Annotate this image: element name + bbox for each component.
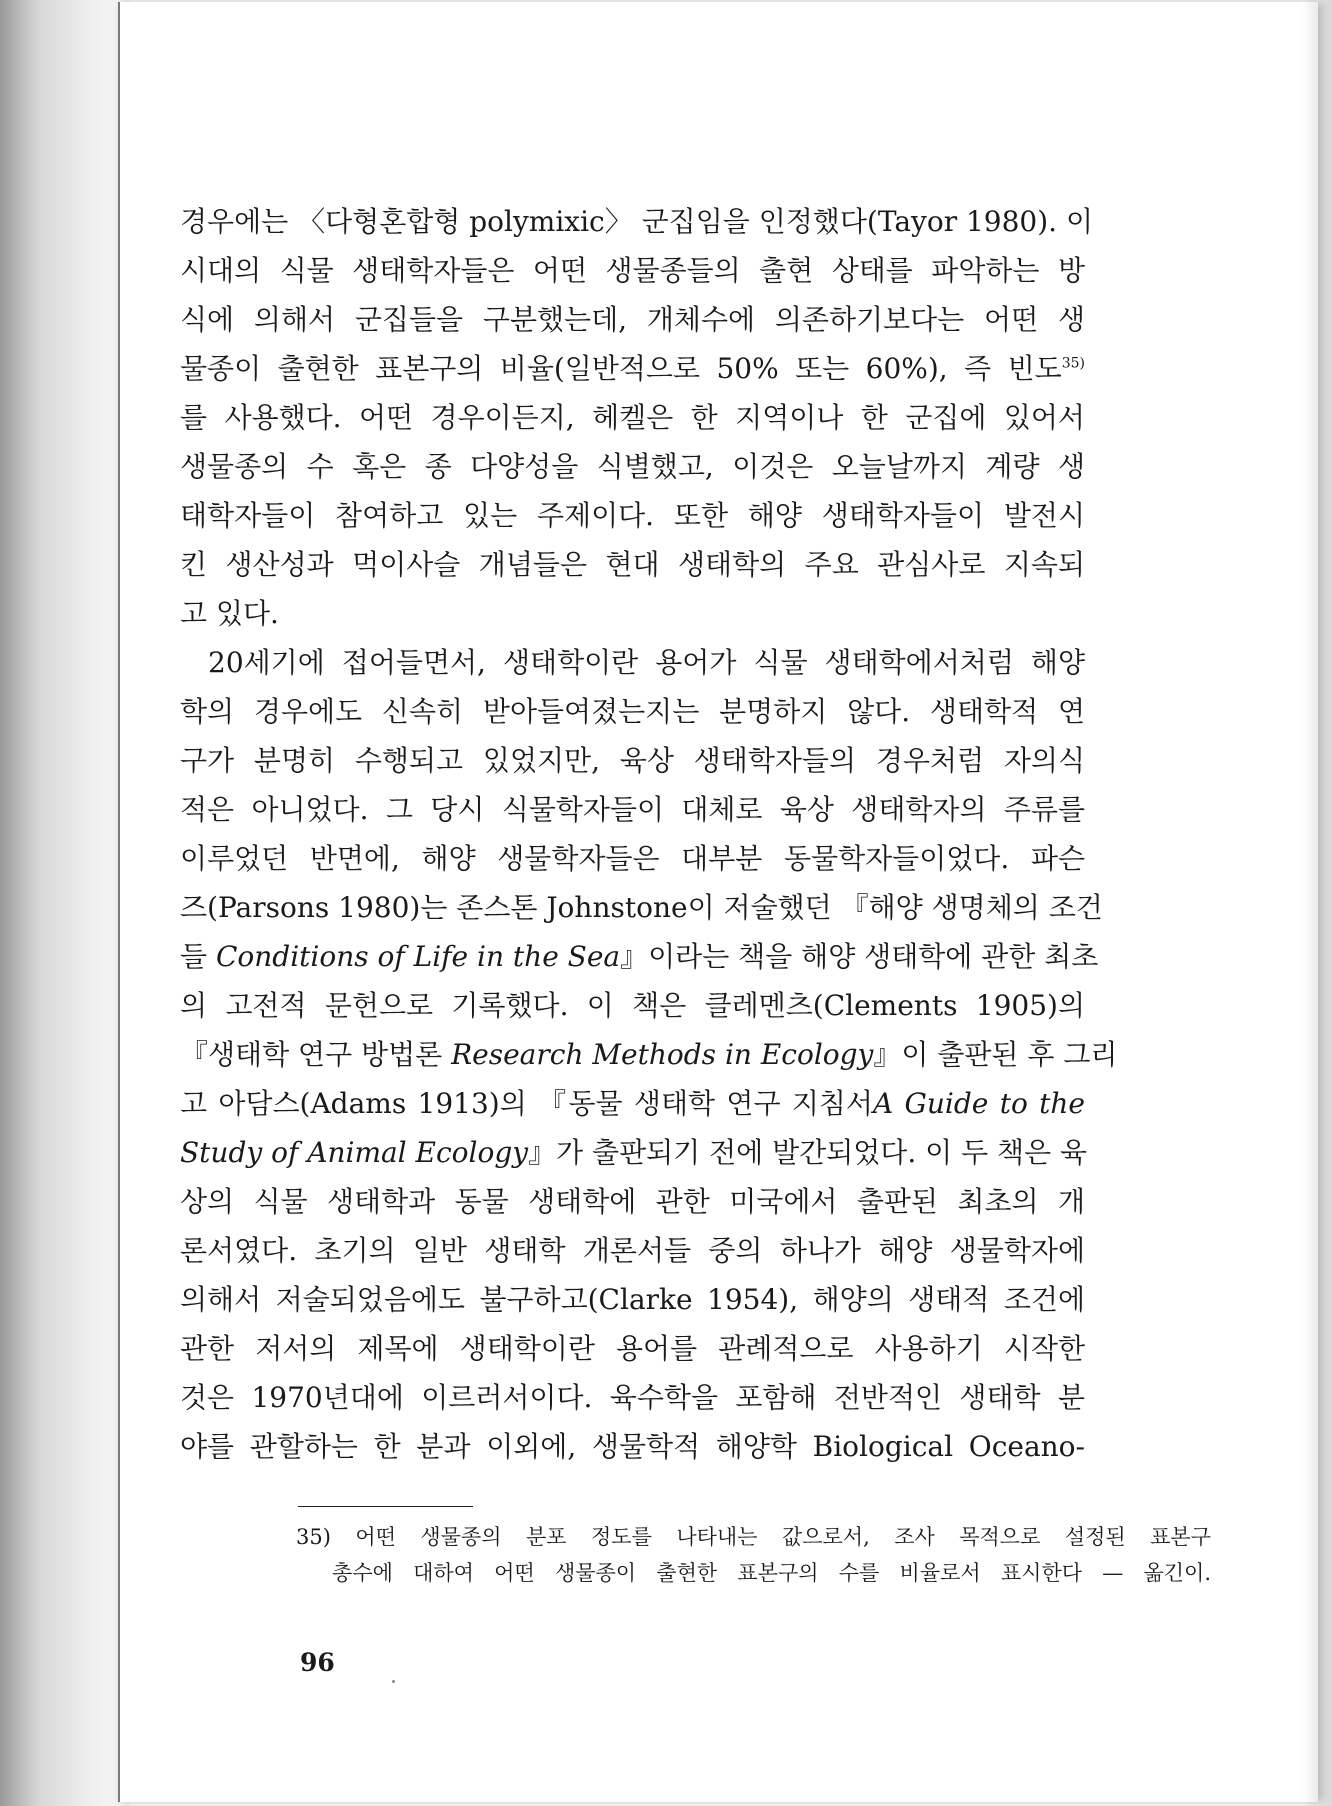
text-line: 야를 관할하는 한 분과 이외에, 생물학적 해양학 Biological Oceano-: [180, 1430, 1085, 1463]
text-line: 즈(Parsons 1980)는 존스톤 Johnstone이 저술했던 『해양 생명체의 조건: [180, 891, 1103, 924]
text-line: [180, 344, 1085, 393]
text-line: 학의 경우에도 신속히 받아들여졌는지는 분명하지 않다. 생태학적 연: [180, 695, 1085, 728]
text-line: [180, 932, 1099, 981]
footnote-reference: 35): [1061, 355, 1085, 372]
text-segment: 』가 출판되기 전에 발간되었다. 이 두 책은 육: [528, 1136, 1088, 1169]
text-line: 의해서 저술되었음에도 불구하고(Clarke 1954), 해양의 생태적 조건에: [180, 1283, 1085, 1316]
text-line: 를 사용했다. 어떤 경우이든지, 헤켈은 한 지역이나 한 군집에 있어서: [180, 401, 1085, 434]
text-line: 태학자들이 참여하고 있는 주제이다. 또한 해양 생태학자들이 발전시: [180, 499, 1085, 532]
book-spine-edge: [0, 0, 130, 1806]
book-title-italic: A Guide to the: [872, 1087, 1085, 1120]
text-line: 시대의 식물 생태학자들은 어떤 생물종들의 출현 상태를 파악하는 방: [180, 254, 1085, 287]
text-line: 의 고전적 문헌으로 기록했다. 이 책은 클레멘츠(Clements 1905)의: [180, 989, 1085, 1022]
page-number: 96: [300, 1648, 335, 1677]
text-line: 적은 아니었다. 그 당시 식물학자들이 대체로 육상 생태학자의 주류를: [180, 793, 1085, 826]
book-title-italic: Conditions of Life in the Sea: [215, 940, 621, 973]
text-line: 경우에는 〈다형혼합형 polymixic〉 군집임을 인정했다(Tayor 1980). 이: [180, 205, 1094, 238]
footnote-line: 35) 어떤 생물종의 분포 정도를 나타내는 값으로서, 조사 목적으로 설정된 표본구: [296, 1525, 1211, 1549]
text-line: 이루었던 반면에, 해양 생물학자들은 대부분 동물학자들이었다. 파슨: [180, 842, 1085, 875]
text-line: [180, 1030, 1118, 1079]
text-line: 생물종의 수 혹은 종 다양성을 식별했고, 이것은 오늘날까지 계량 생: [180, 450, 1085, 483]
text-line: 것은 1970년대에 이르러서이다. 육수학을 포함해 전반적인 생태학 분: [180, 1381, 1085, 1414]
text-line: 상의 식물 생태학과 동물 생태학에 관한 미국에서 출판된 최초의 개: [180, 1185, 1085, 1218]
text-line: 킨 생산성과 먹이사슬 개념들은 현대 생태학의 주요 관심사로 지속되: [180, 548, 1085, 581]
text-segment: 고 아담스(Adams 1913)의 『동물 생태학 연구 지침서: [180, 1087, 873, 1120]
text-segment: 』이 출판된 후 그리: [873, 1038, 1118, 1071]
text-line: 고 있다.: [180, 597, 279, 630]
text-line: 20세기에 접어들면서, 생태학이란 용어가 식물 생태학에서처럼 해양: [208, 646, 1085, 679]
footnote: [296, 1519, 1211, 1591]
text-segment: 들: [180, 940, 216, 973]
book-title-italic: Research Methods in Ecology: [451, 1038, 874, 1071]
stray-mark: [392, 1680, 395, 1683]
footnote-rule: [298, 1506, 473, 1507]
text-line: [180, 1079, 1085, 1128]
text-line-content: 물종이 출현한 표본구의 비율(일반적으로 50% 또는 60%), 즉 빈도: [180, 352, 1062, 385]
text-line: 구가 분명히 수행되고 있었지만, 육상 생태학자들의 경우처럼 자의식: [180, 744, 1085, 777]
book-title-italic: Study of Animal Ecology: [180, 1136, 529, 1169]
text-line: [180, 1128, 1088, 1177]
text-line: 론서였다. 초기의 일반 생태학 개론서들 중의 하나가 해양 생물학자에: [180, 1234, 1085, 1267]
body-text: [180, 197, 1118, 1471]
footnote-line: 총수에 대하여 어떤 생물종이 출현한 표본구의 수를 비율로서 표시한다 — 옮긴이.: [332, 1561, 1211, 1585]
text-segment: 『생태학 연구 방법론: [180, 1038, 452, 1071]
text-line: 관한 저서의 제목에 생태학이란 용어를 관례적으로 사용하기 시작한: [180, 1332, 1085, 1365]
text-segment: 』이라는 책을 해양 생태학에 관한 최초: [620, 940, 1099, 973]
page-shadow: [1302, 0, 1332, 1806]
text-line: 식에 의해서 군집들을 구분했는데, 개체수에 의존하기보다는 어떤 생: [180, 303, 1085, 336]
